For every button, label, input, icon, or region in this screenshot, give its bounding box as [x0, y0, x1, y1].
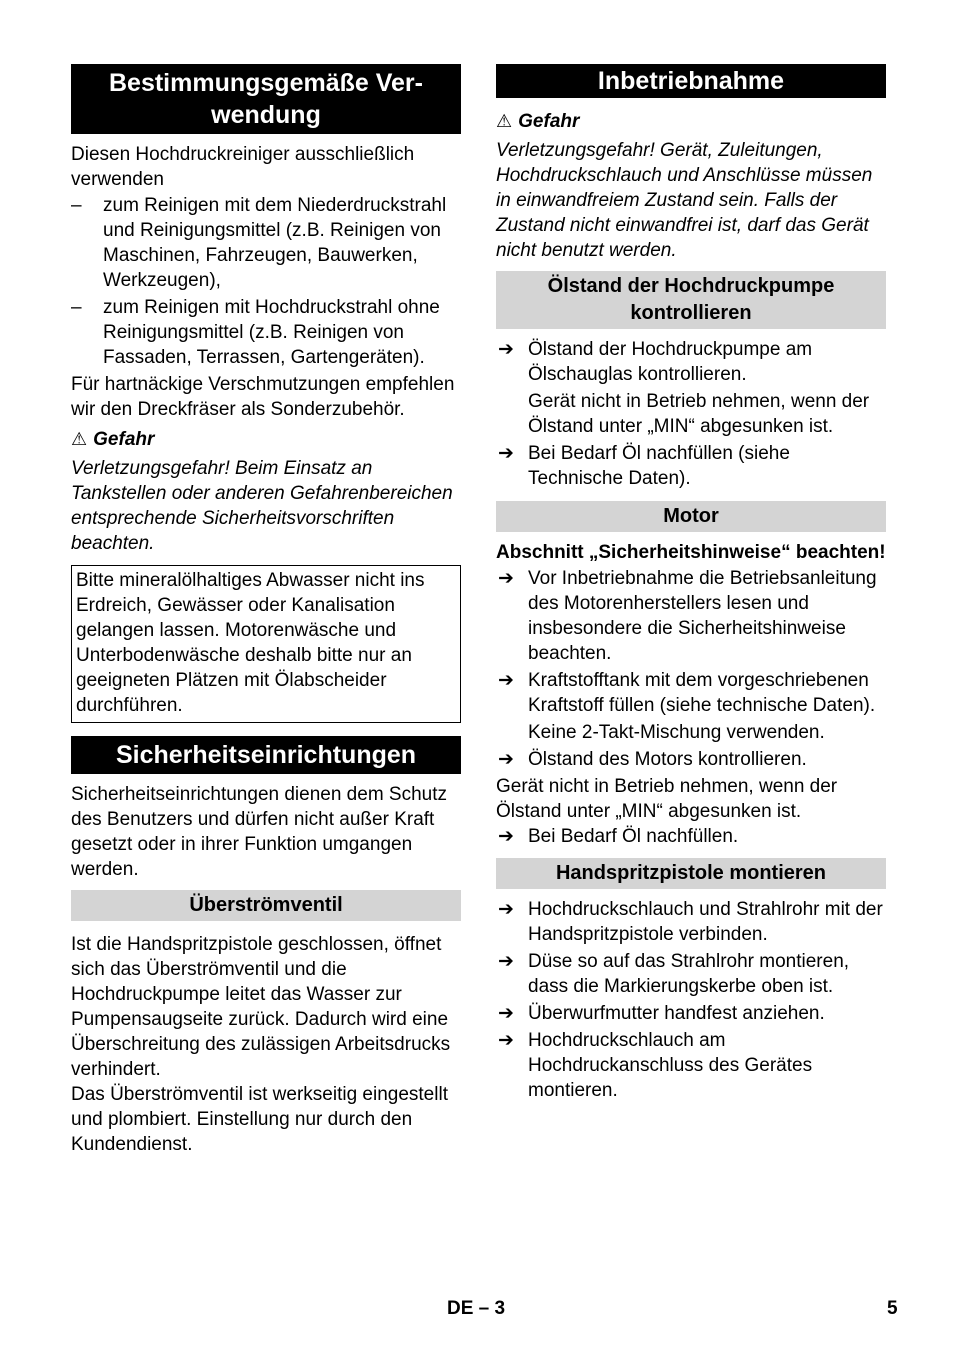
list-item: ➔ Ölstand der Hochdruckpumpe am Ölschauglas kontrollieren.	[498, 339, 813, 385]
motor-note: Keine 2-Takt-Mischung verwenden.	[528, 722, 825, 743]
heading-overflow-valve: Überströmventil	[71, 890, 461, 921]
list-item	[71, 295, 461, 370]
list-item-text: zum Reinigen mit dem Niederdruckstrahl und Reinigungsmittel (z.B. Reinigen von Maschinen, Fahrzeugen, Bauwerken, Werkzeugen),	[103, 195, 447, 291]
intro-text: Diesen Hochdruckreiniger ausschließlich verwenden	[71, 144, 415, 190]
footer-section-label: DE – 3	[447, 1298, 506, 1319]
list-item: ➔ Ölstand des Motors kontrollieren.	[498, 749, 807, 770]
list-item-text: zum Reinigen mit Hochdruckstrahl ohne Reinigungsmittel (z.B. Reinigen von Fassaden, Terrassen, Gartengeräten).	[103, 297, 440, 368]
heading-safety-devices: Sicherheitseinrichtungen	[71, 736, 461, 774]
list-item: ➔ Vor Inbetriebnahme die Betriebsanleitung des Motorenherstellers lesen und insbesondere die Sicherheitshinweise beachten.	[498, 568, 877, 664]
arrow-right-icon: ➔	[498, 749, 514, 770]
arrow-right-icon: ➔	[498, 826, 514, 847]
valve-text-2: Das Überströmventil ist werkseitig eingestellt und plombiert. Einstellung nur durch den Kundendienst.	[71, 1084, 448, 1155]
list-item	[71, 193, 461, 293]
arrow-right-icon: ➔	[498, 339, 514, 360]
arrow-right-icon: ➔	[498, 443, 514, 464]
environment-note-box	[71, 565, 461, 723]
arrow-right-icon: ➔	[498, 670, 514, 691]
danger-text: Verletzungsgefahr! Beim Einsatz an Tankstellen oder anderen Gefahrenbereichen entsprechende Sicherheitsvorschriften beachten.	[71, 458, 453, 554]
danger-label: ⚠ Gefahr	[496, 111, 580, 132]
motor-text: Gerät nicht in Betrieb nehmen, wenn der Ölstand unter „MIN“ abgesunken ist.	[496, 776, 838, 822]
list-item: ➔ Hochdruckschlauch und Strahlrohr mit der Handspritzpistole verbinden.	[498, 899, 883, 945]
arrow-right-icon: ➔	[498, 951, 514, 972]
valve-text: Ist die Handspritzpistole geschlossen, öffnet sich das Überströmventil und die Hochdruckpumpe leitet das Wasser zur Pumpensaugseite zurück. Dadurch wird eine Überschreitung des zulässigen Arbeitsdrucks verhindert.	[71, 934, 451, 1080]
heading-mount-spray-gun: Handspritzpistole montieren	[496, 858, 886, 889]
arrow-right-icon: ➔	[498, 568, 514, 589]
oil-note: Gerät nicht in Betrieb nehmen, wenn der Ölstand unter „MIN“ abgesunken ist.	[528, 391, 870, 437]
heading-commissioning: Inbetriebnahme	[496, 64, 886, 98]
list-item: ➔ Überwurfmutter handfest anziehen.	[498, 1003, 825, 1024]
list-item: ➔ Düse so auf das Strahlrohr montieren, dass die Markierungskerbe oben ist.	[498, 951, 850, 997]
heading-pump-oil-level: Ölstand der Hochdruckpumpe kontrollieren	[496, 271, 886, 329]
warning-triangle-icon: ⚠	[496, 111, 513, 131]
warning-triangle-icon: ⚠	[71, 429, 88, 449]
list-item: ➔ Bei Bedarf Öl nachfüllen.	[498, 826, 739, 847]
list-item: ➔ Kraftstofftank mit dem vorgeschriebenen Kraftstoff füllen (siehe technische Daten).	[498, 670, 876, 716]
arrow-right-icon: ➔	[498, 1030, 514, 1051]
heading-intended-use-line1: Bestimmungsgemäße Ver-	[109, 69, 423, 97]
danger-text: Verletzungsgefahr! Gerät, Zuleitungen, Hochdruckschlauch und Anschlüsse müssen in einwandfreiem Zustand sein. Falls der Zustand nicht einwandfrei ist, darf das Gerät nicht benutzt werden.	[496, 140, 873, 261]
list-item: ➔ Bei Bedarf Öl nachfüllen (siehe Technische Daten).	[498, 443, 790, 489]
arrow-right-icon: ➔	[498, 1003, 514, 1024]
safety-text: Sicherheitseinrichtungen dienen dem Schutz des Benutzers und dürfen nicht außer Kraft gesetzt oder in ihrer Funktion umgangen werden.	[71, 784, 448, 880]
right-column	[496, 64, 886, 1103]
safety-reference: Abschnitt „Sicherheitshinweise“ beachten!	[496, 542, 886, 563]
page-number: 5	[887, 1298, 898, 1319]
dash-marker: –	[71, 297, 82, 318]
heading-motor: Motor	[496, 501, 886, 532]
danger-label: ⚠ Gefahr	[71, 429, 155, 450]
environment-note-text: Bitte mineralölhaltiges Abwasser nicht ins Erdreich, Gewässer oder Kanalisation gelangen lassen. Motorenwäsche und Unterbodenwäsche deshalb bitte nur an geeigneten Plätzen mit Ölabscheider durchführen.	[76, 570, 425, 716]
dash-marker: –	[71, 195, 82, 216]
heading-intended-use	[71, 64, 461, 134]
list-item: ➔ Hochdruckschlauch am Hochdruckanschluss des Gerätes montieren.	[498, 1030, 813, 1101]
arrow-right-icon: ➔	[498, 899, 514, 920]
accessory-text: Für hartnäckige Verschmutzungen empfehlen wir den Dreckfräser als Sonderzubehör.	[71, 374, 455, 420]
left-column	[71, 64, 461, 1157]
heading-intended-use-line2: wendung	[211, 101, 321, 129]
